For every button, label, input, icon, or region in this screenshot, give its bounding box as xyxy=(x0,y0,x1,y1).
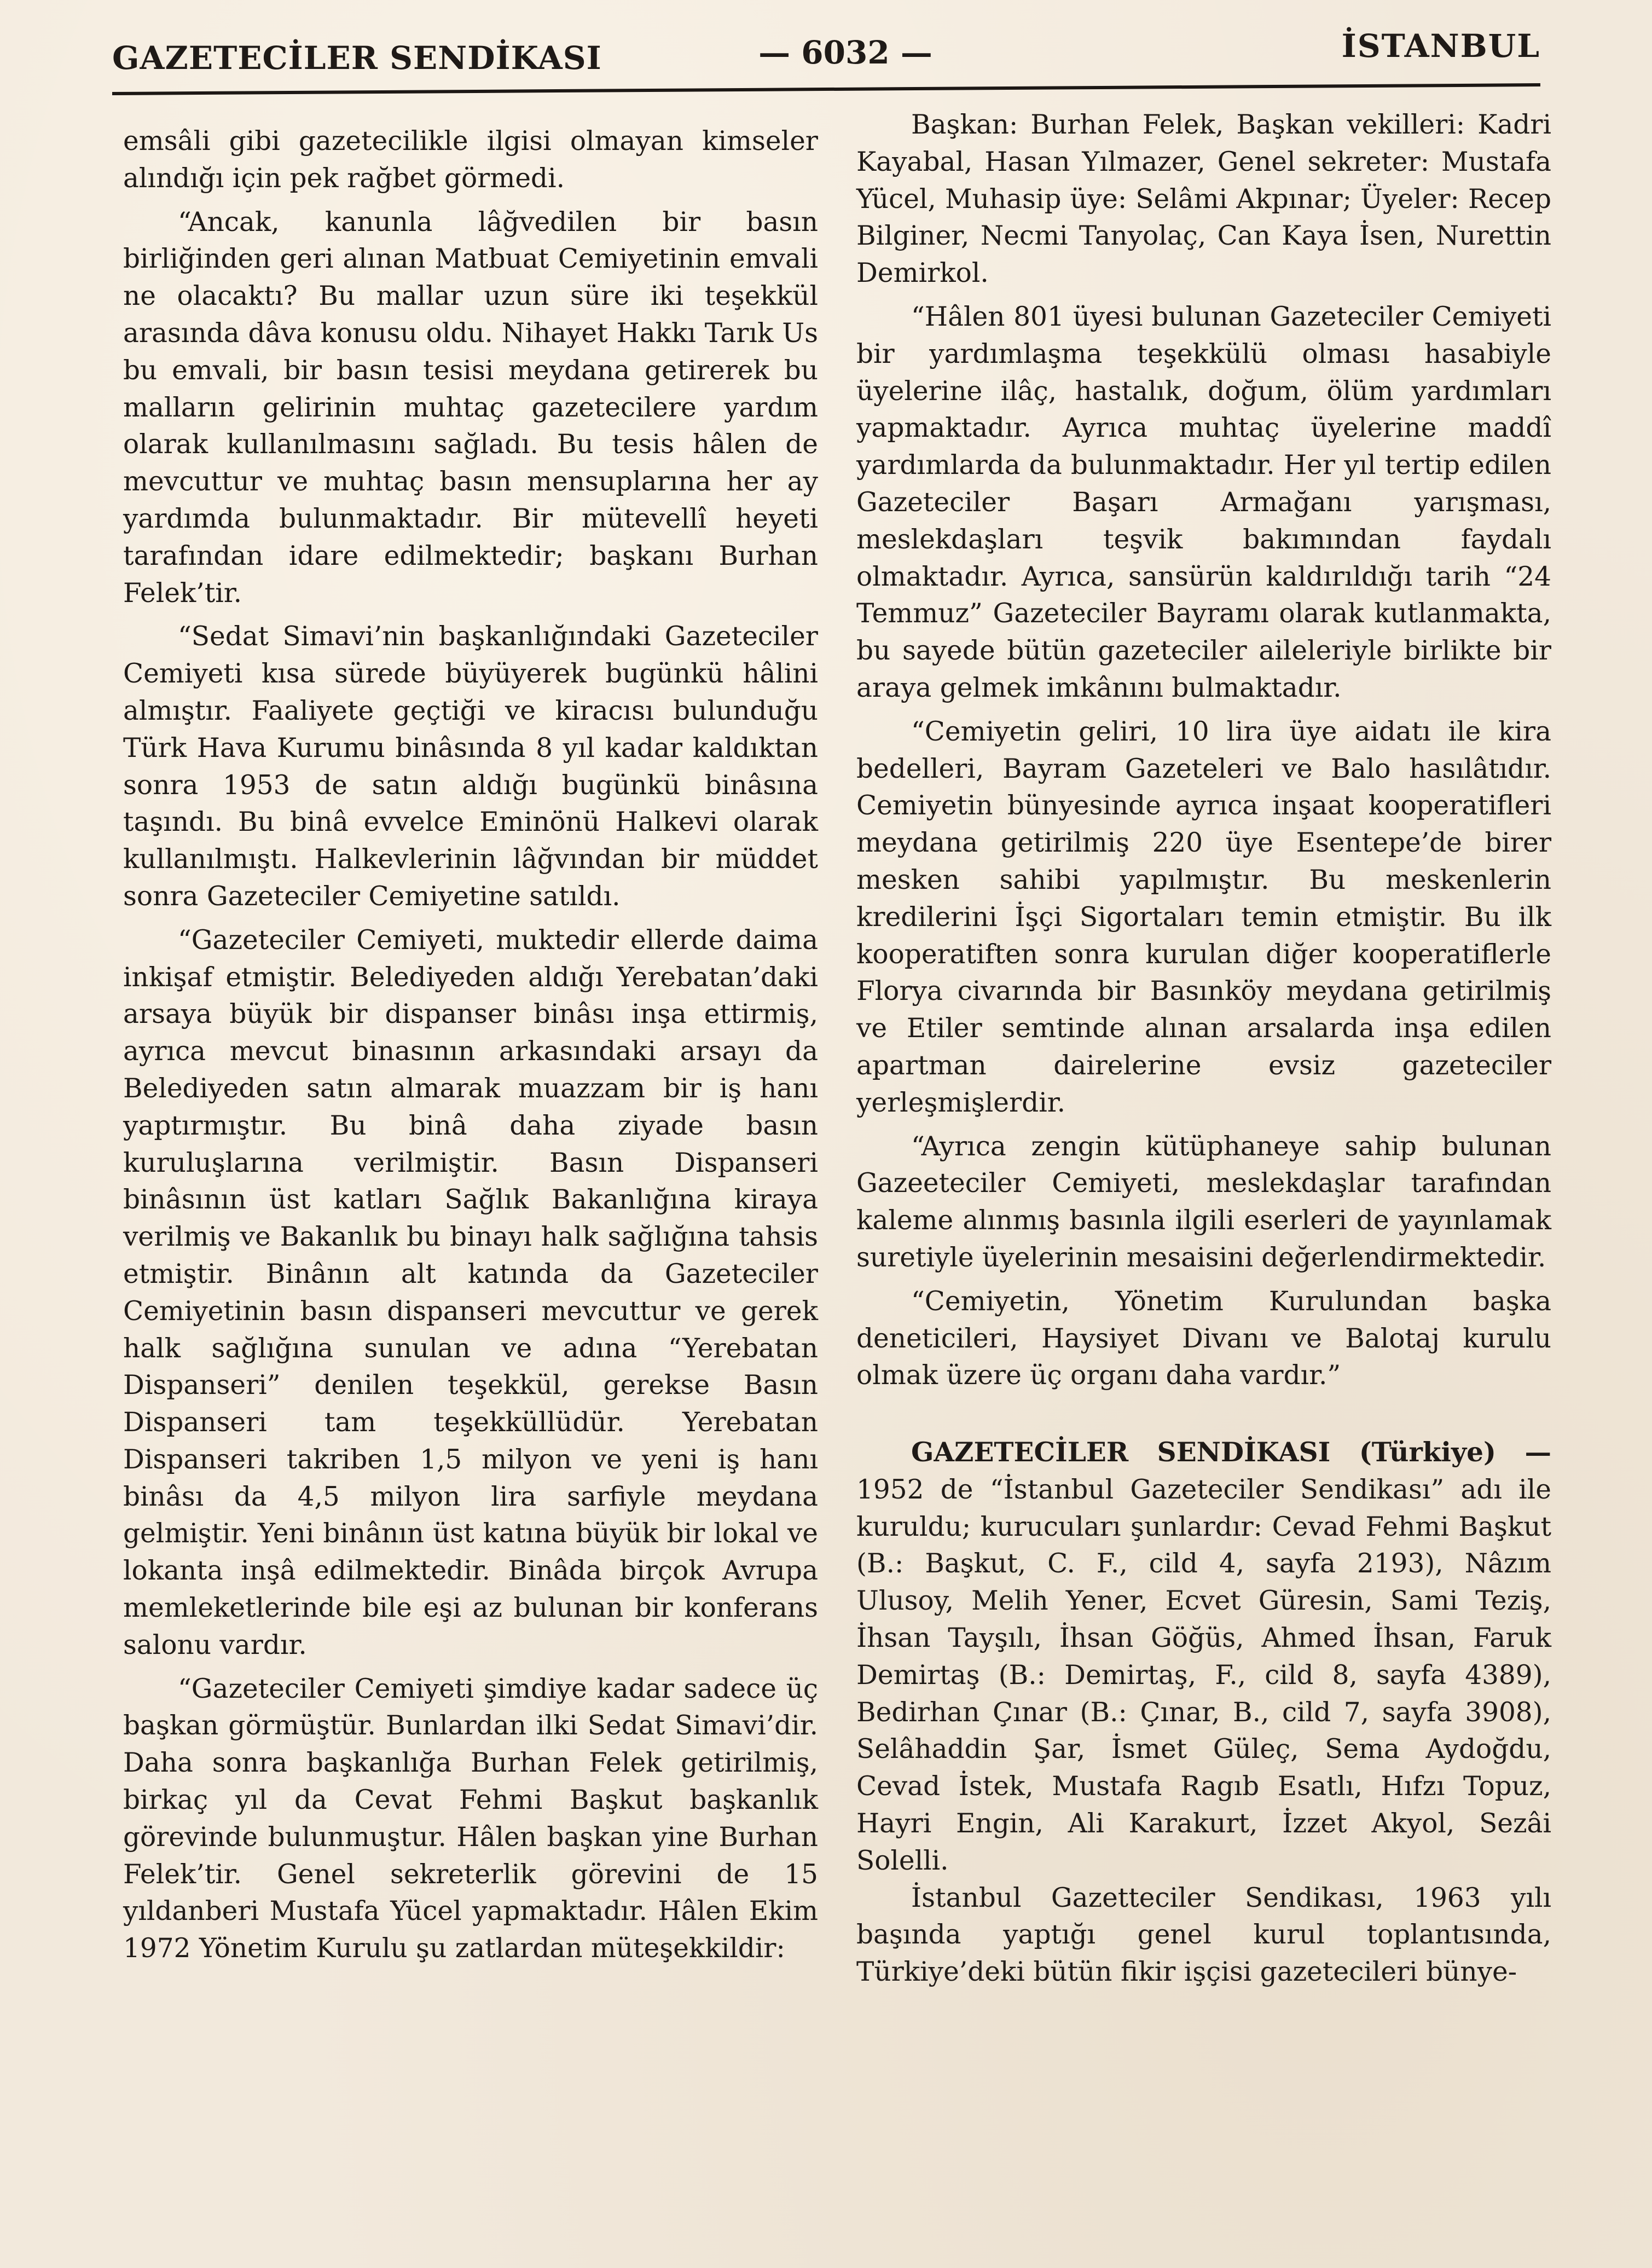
right-paragraph-4: “Ayrıca zengin kütüphaneye sahip bulunan Gazeeteciler Cemiyeti, meslekdaşlar tarafından kaleme alınmış basınla ilgili eserleri de yayınlamak suretiyle üyelerinin mesaisini değerlendirmektedir. xyxy=(856,1131,1551,1273)
section-heading: GAZETECİLER SENDİKASI (Türkiye) — xyxy=(911,1437,1551,1468)
section-body: 1952 de “İstanbul Gazeteciler Sendikası” adı ile kuruldu; kurucuları şunlardır: Cevad Fehmi Başkut (B.: Başkut, C. F., cild 4, sayfa 2193), Nâzım Ulusoy, Melih Yener, Ecvet Güresin, Sami Teziş, İhsan Tayşılı, İhsan Göğüs, Ahmed İhsan, Faruk Demirtaş (B.: Demirtaş, F., cild 8, sayfa 4389), Bedirhan Çınar (B.: Çınar, B., cild 7, sayfa 3908), Selâhaddin Şar, İsmet Güleç, Sema Aydoğdu, Cevad İstek, Mustafa Ragıb Esatlı, Hıfzı Topuz, Hayri Engin, Ali Karakurt, İzzet Akyol, Sezâi Solelli. xyxy=(856,1474,1551,1876)
right-column xyxy=(856,107,1551,1991)
right-paragraph-6: İstanbul Gazetteciler Sendikası, 1963 yılı başında yaptığı genel kurul toplantısında, Türkiye’deki bütün fikir işçisi gazetecileri bünye- xyxy=(856,1882,1551,1988)
section-entry xyxy=(856,1434,1551,1880)
left-paragraph-3: “Sedat Simavi’nin başkanlığındaki Gazeteciler Cemiyeti kısa sürede büyüyerek bugünkü hâlini almıştır. Faaliyete geçtiği ve kiracısı bulunduğu Türk Hava Kurumu binâsında 8 yıl kadar kaldıktan sonra 1953 de satın aldığı bugünkü binâsına taşındı. Bu binâ evvelce Eminönü Halkevi olarak kullanılmıştı. Halkevlerinin lâğvından bir müddet sonra Gazeteciler Cemiyetine satıldı. xyxy=(123,621,818,912)
right-paragraph-3: “Cemiyetin geliri, 10 lira üye aidatı ile kira bedelleri, Bayram Gazeteleri ve Balo hasılâtıdır. Cemiyetin bünyesinde ayrıca inşaat kooperatifleri meydana getirilmiş 220 üye Esentepe’de birer mesken sahibi yapılmıştır. Bu meskenlerin kredilerini İşçi Sigortaları temin etmiştir. Bu ilk kooperatiften sonra kurulan diğer kooperatiflerle Florya civarında bir Basınköy meydana getirilmiş ve Etiler semtinde alınan arsalarda inşa edilen apartman dairelerine evsiz gazeteciler yerleşmişlerdir. xyxy=(856,716,1551,1118)
right-paragraph-2: “Hâlen 801 üyesi bulunan Gazeteciler Cemiyeti bir yardımlaşma teşekkülü olması hasabiyle üyelerine ilâç, hastalık, doğum, ölüm yardımları yapmaktadır. Ayrıca muhtaç üyelerine maddî yardımlarda da bulunmaktadır. Her yıl tertip edilen Gazeteciler Başarı Armağanı yarışması, meslekdaşları teşvik bakımından faydalı olmaktadır. Ayrıca, sansürün kaldırıldığı tarih “24 Temmuz” Gazeteciler Bayramı olarak kutlanmakta, bu sayede bütün gazeteciler aileleriyle birlikte bir araya gelmek imkânını bulmaktadır. xyxy=(856,301,1551,703)
header-running-title: GAZETECİLER SENDİKASI xyxy=(112,39,602,77)
right-paragraph-5: “Cemiyetin, Yönetim Kurulundan başka deneticileri, Haysiyet Divanı ve Balotaj kurulu olmak üzere üç organı daha vardır.” xyxy=(856,1286,1551,1391)
right-paragraph-1: Başkan: Burhan Felek, Başkan vekilleri: Kadri Kayabal, Hasan Yılmazer, Genel sekreter: Mustafa Yücel, Muhasip üye: Selâmi Akpınar; Üyeler: Recep Bilginer, Necmi Tanyolaç, Can Kaya İsen, Nurettin Demirkol. xyxy=(856,109,1551,289)
header-city: İSTANBUL xyxy=(1341,27,1540,65)
page-number: — 6032 — xyxy=(758,34,932,71)
left-paragraph-2: “Ancak, kanunla lâğvedilen bir basın birliğinden geri alınan Matbuat Cemiyetinin emvali ne olacaktı? Bu mallar uzun süre iki teşekkül arasında dâva konusu oldu. Nihayet Hakkı Tarık Us bu emvali, bir basın tesisi meydana getirerek bu malların gelirinin muhtaç gazetecilere yardım olarak kullanılmasını sağladı. Bu tesis hâlen de mevcuttur ve muhtaç basın mensuplarına her ay yardımda bulunmaktadır. Bir mütevellî heyeti tarafından idare edilmektedir; başkanı Burhan Felek’tir. xyxy=(123,206,818,609)
left-paragraph-5: “Gazeteciler Cemiyeti şimdiye kadar sadece üç başkan görmüştür. Bunlardan ilki Sedat Simavi’dir. Daha sonra başkanlığa Burhan Felek getirilmiş, birkaç yıl da Cevat Fehmi Başkut başkanlık görevinde bulunmuştur. Hâlen başkan yine Burhan Felek’tir. Genel sekreterlik görevini de 15 yıldanberi Mustafa Yücel yapmaktadır. Hâlen Ekim 1972 Yönetim Kurulu şu zatlardan müteşekkildir: xyxy=(123,1673,818,1964)
left-column xyxy=(123,123,818,1968)
page-header xyxy=(112,27,1540,88)
left-paragraph-1: emsâli gibi gazetecilikle ilgisi olmayan kimseler alındığı için pek rağbet görmedi. xyxy=(123,126,818,194)
left-paragraph-4: “Gazeteciler Cemiyeti, muktedir ellerde daima inkişaf etmiştir. Belediyeden aldığı Yerebatan’daki arsaya büyük bir dispanser binâsı inşa ettirmiş, ayrıca mevcut binasının arkasındaki arsayı da Belediyeden satın almarak muazzam bir iş hanı yaptırmıştır. Bu binâ daha ziyade basın kuruluşlarına verilmiştir. Basın Dispanseri binâsının üst katları Sağlık Bakanlığına kiraya verilmiş ve Bakanlık bu binayı halk sağlığına tahsis etmiştir. Binânın alt katında da Gazeteciler Cemiyetinin basın dispanseri mevcuttur ve gerek halk sağlığına sunulan ve adına “Yerebatan Dispanseri” denilen teşekkül, gerekse Basın Dispanseri tam teşekküllüdür. Yerebatan Dispanseri takriben 1,5 milyon ve yeni iş hanı binâsı da 4,5 milyon lira sarfiyle meydana gelmiştir. Yeni binânın üst katına büyük bir lokal ve lokanta inşâ edilmektedir. Binâda birçok Avrupa memleketlerinde bile eşi az bulunan bir konferans salonu vardır. xyxy=(123,924,818,1660)
